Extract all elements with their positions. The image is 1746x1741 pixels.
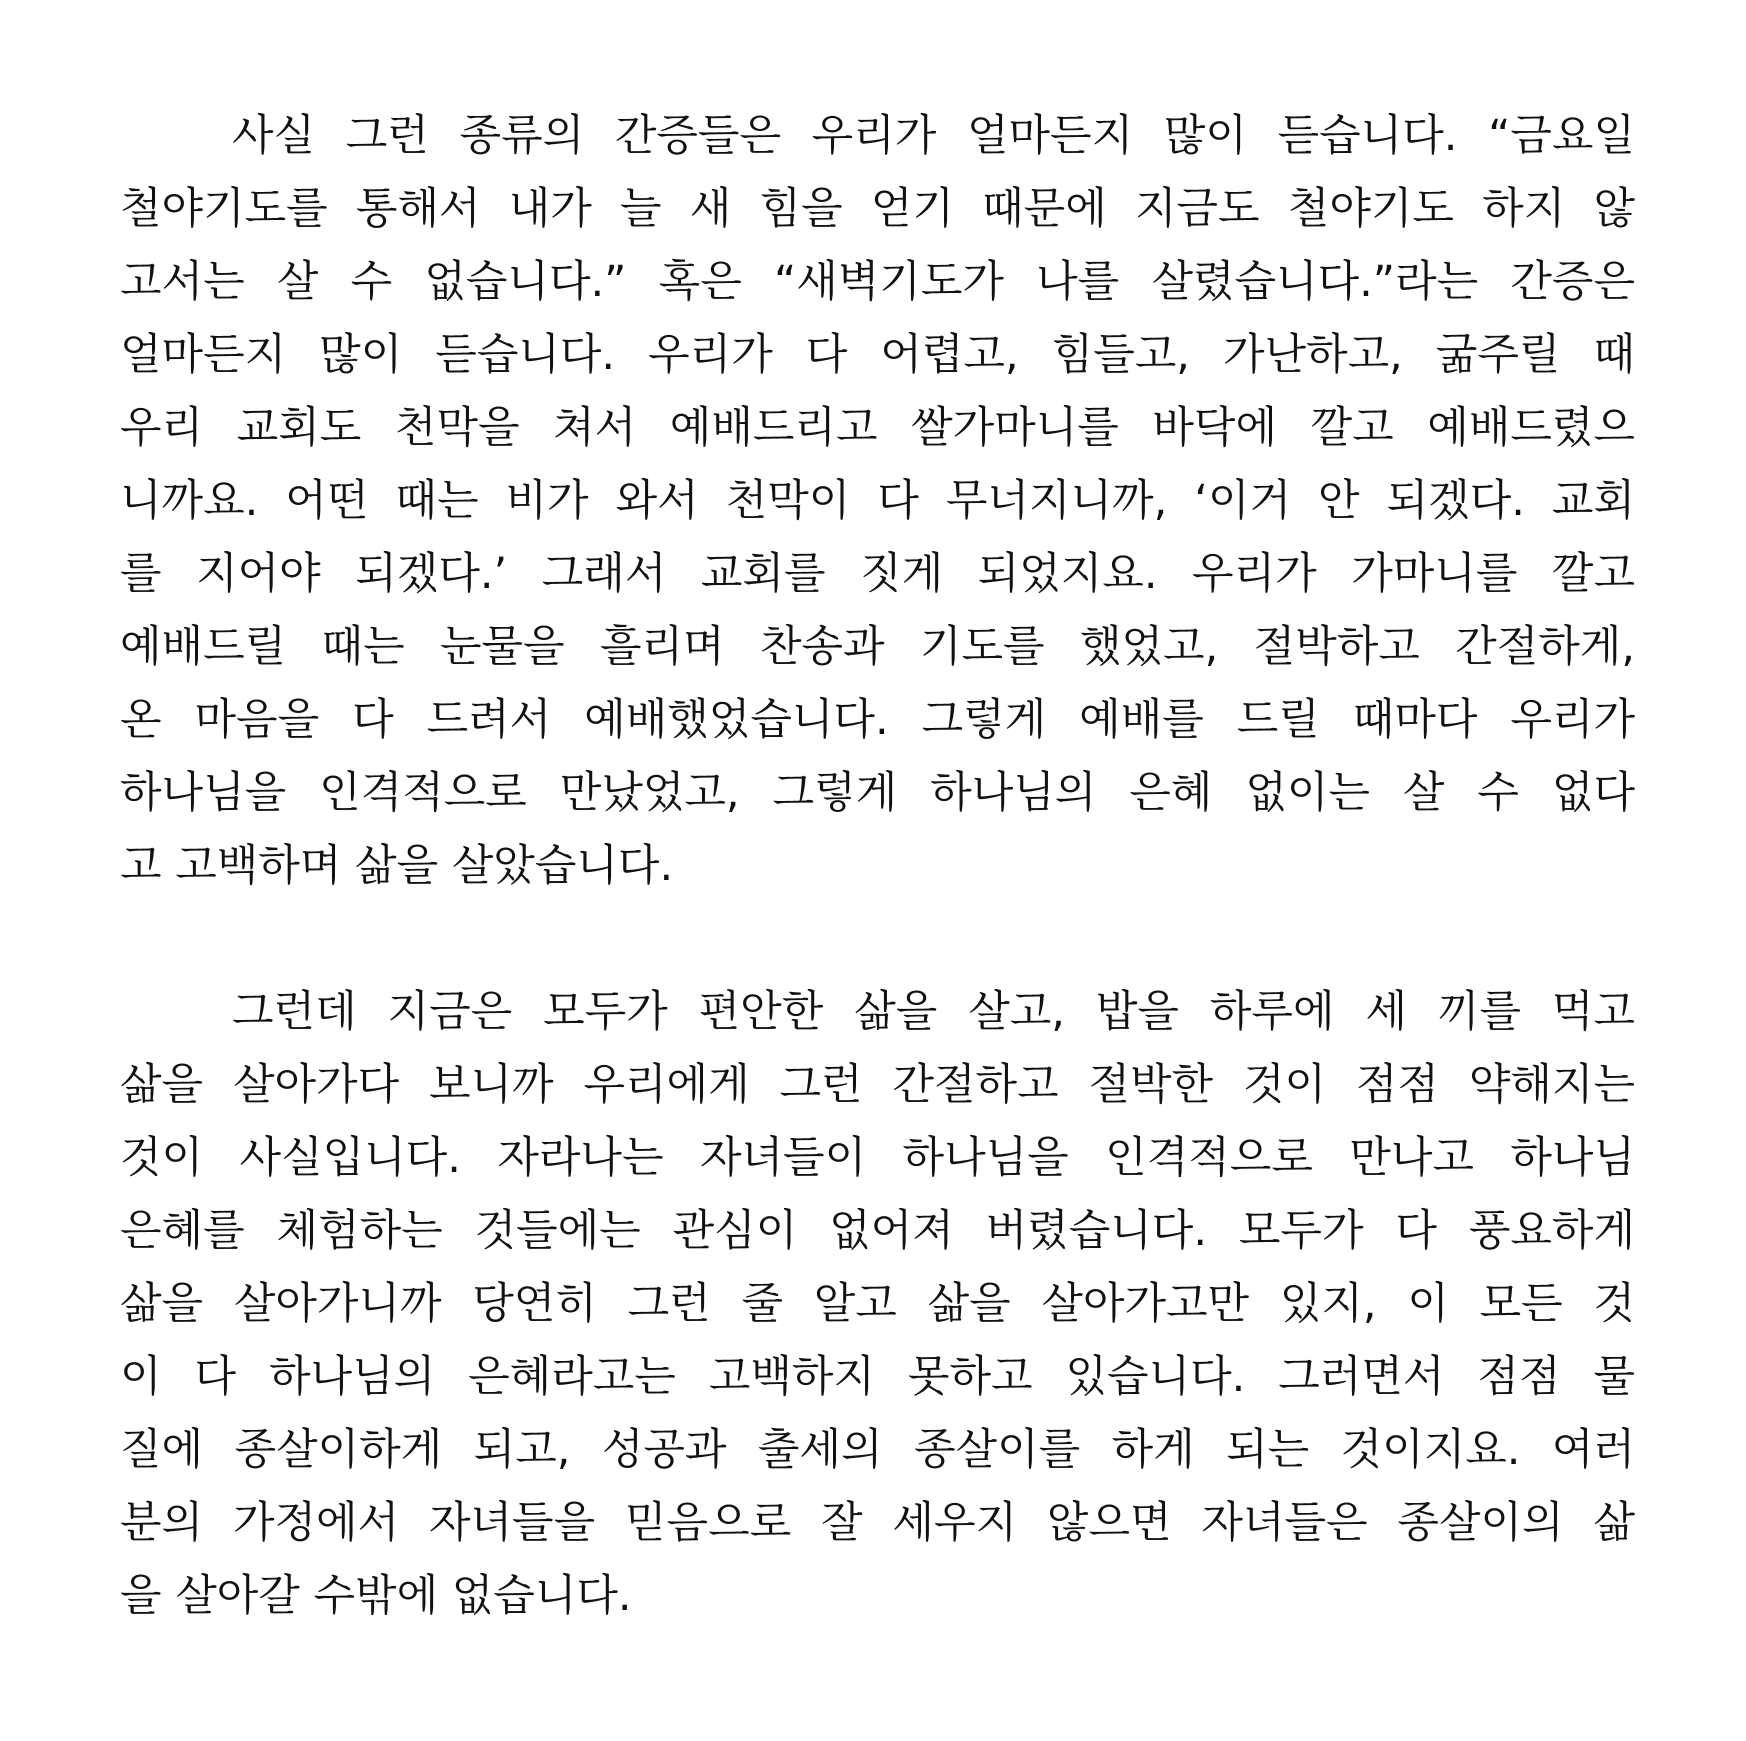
text-line: 그런데 지금은 모두가 편안한 삶을 살고, 밥을 하루에 세 끼를 먹고: [232, 987, 1635, 1037]
text-line: 을 살아갈 수밖에 없습니다.: [120, 1571, 632, 1621]
text-line: 삶을 살아가다 보니까 우리에게 그런 간절하고 절박한 것이 점점 약해지는: [120, 1060, 1635, 1110]
paragraph-1: [120, 100, 1635, 903]
text-line: 를 지어야 되겠다.’ 그래서 교회를 짓게 되었지요. 우리가 가마니를 깔고: [120, 549, 1635, 599]
text-line: 이 다 하나님의 은혜라고는 고백하지 못하고 있습니다. 그러면서 점점 물: [120, 1352, 1635, 1402]
text-line: 질에 종살이하게 되고, 성공과 출세의 종살이를 하게 되는 것이지요. 여러: [120, 1425, 1635, 1475]
text-line: 분의 가정에서 자녀들을 믿음으로 잘 세우지 않으면 자녀들은 종살이의 삶: [120, 1498, 1635, 1548]
text-line: 니까요. 어떤 때는 비가 와서 천막이 다 무너지니까, ‘이거 안 되겠다. 교회: [120, 476, 1635, 526]
text-line: 하나님을 인격적으로 만났었고, 그렇게 하나님의 은혜 없이는 살 수 없다: [120, 768, 1635, 818]
text-line: 것이 사실입니다. 자라나는 자녀들이 하나님을 인격적으로 만나고 하나님: [120, 1133, 1635, 1183]
text-line: 얼마든지 많이 듣습니다. 우리가 다 어렵고, 힘들고, 가난하고, 굶주릴 때: [120, 330, 1635, 380]
document-page: [120, 100, 1635, 1633]
paragraph-2: [120, 976, 1635, 1633]
text-line: 철야기도를 통해서 내가 늘 새 힘을 얻기 때문에 지금도 철야기도 하지 않: [120, 184, 1635, 234]
text-line: 삶을 살아가니까 당연히 그런 줄 알고 삶을 살아가고만 있지, 이 모든 것: [120, 1279, 1635, 1329]
text-line: 온 마음을 다 드려서 예배했었습니다. 그렇게 예배를 드릴 때마다 우리가: [120, 695, 1635, 745]
text-line: 우리 교회도 천막을 쳐서 예배드리고 쌀가마니를 바닥에 깔고 예배드렸으: [120, 403, 1635, 453]
text-line: 예배드릴 때는 눈물을 흘리며 찬송과 기도를 했었고, 절박하고 간절하게,: [120, 622, 1635, 672]
text-line: 고 고백하며 삶을 살았습니다.: [120, 841, 674, 891]
text-line: 사실 그런 종류의 간증들은 우리가 얼마든지 많이 듣습니다. “금요일: [232, 111, 1635, 161]
text-line: 고서는 살 수 없습니다.” 혹은 “새벽기도가 나를 살렸습니다.”라는 간증은: [120, 257, 1635, 307]
text-line: 은혜를 체험하는 것들에는 관심이 없어져 버렸습니다. 모두가 다 풍요하게: [120, 1206, 1635, 1256]
